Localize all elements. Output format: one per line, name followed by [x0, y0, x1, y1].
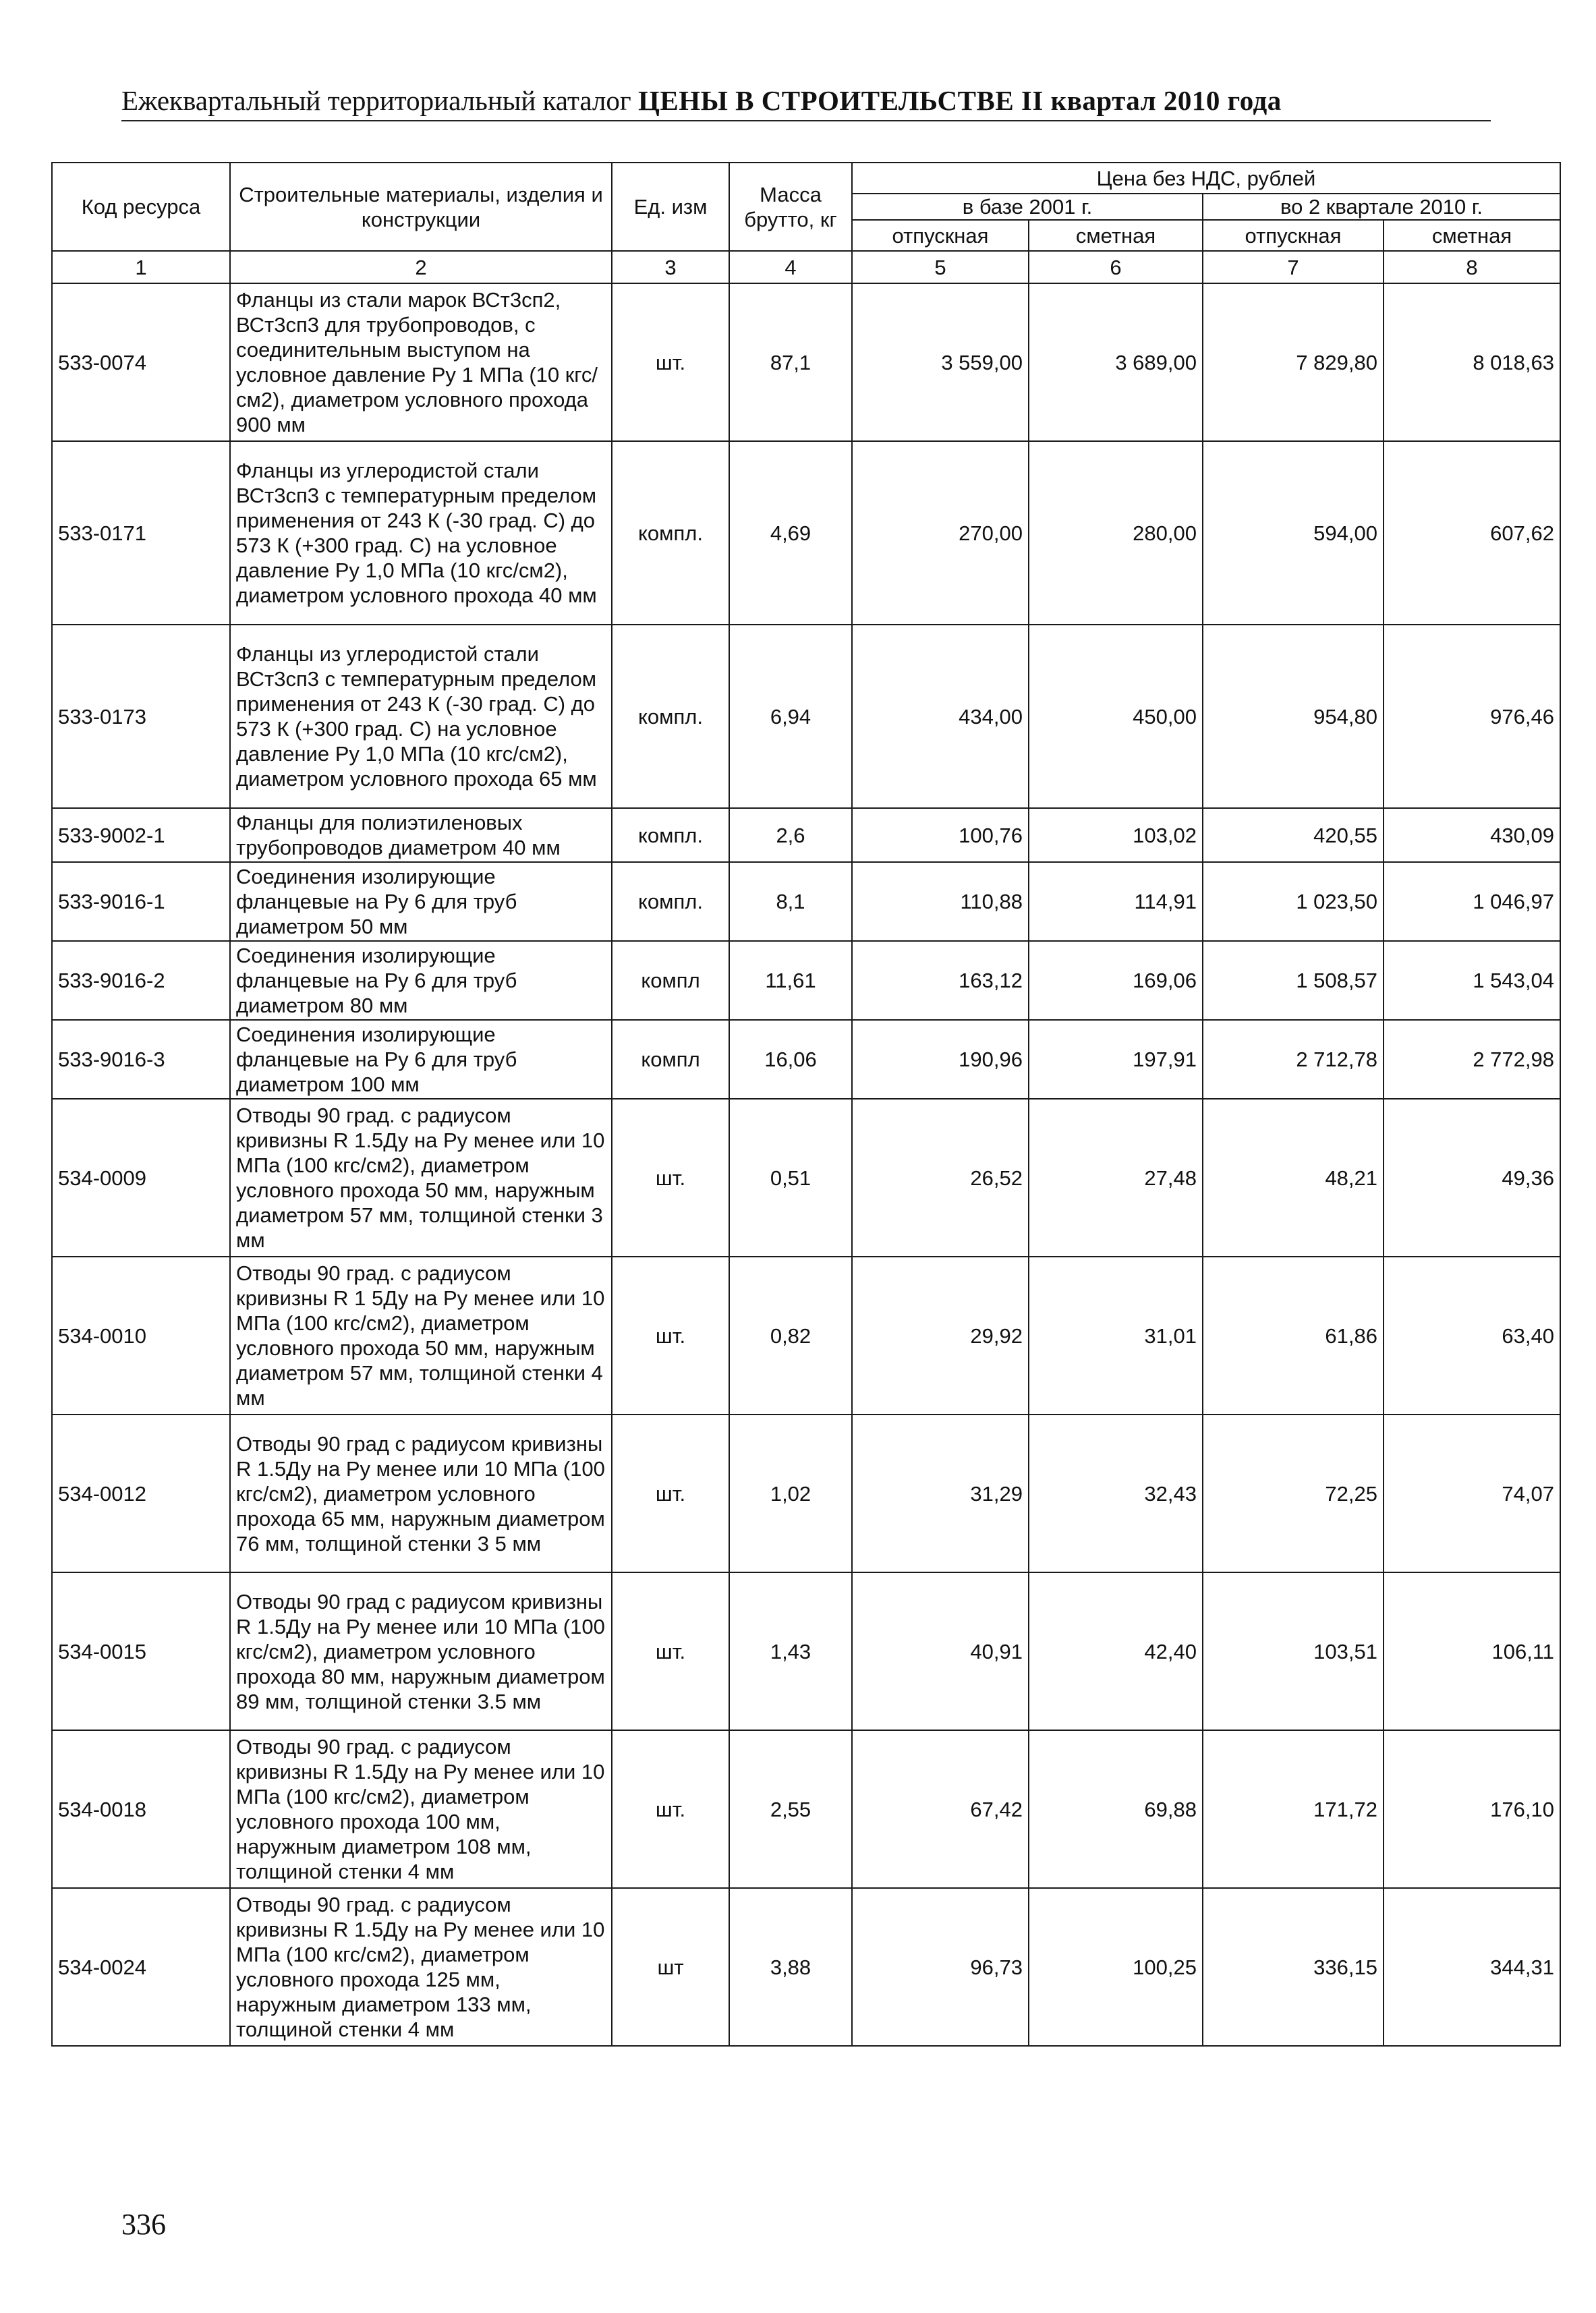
column-number: 5 [852, 251, 1029, 283]
page-number: 336 [121, 2208, 166, 2241]
table-row [52, 441, 1560, 625]
table-row [52, 941, 1560, 1020]
table-row [52, 625, 1560, 808]
base-estimate-price-cell: 100,25 [1029, 1888, 1203, 2046]
unit-cell: компл [612, 941, 729, 1020]
current-estimate-price-cell: 976,46 [1384, 625, 1560, 808]
base-sell-price-cell: 67,42 [852, 1730, 1029, 1888]
current-estimate-price-cell: 106,11 [1384, 1572, 1560, 1730]
current-sell-price-cell: 1 023,50 [1203, 862, 1384, 941]
mass-cell: 2,55 [729, 1730, 852, 1888]
current-sell-price-cell: 420,55 [1203, 808, 1384, 862]
header-unit: Ед. изм [612, 163, 729, 251]
unit-cell: шт. [612, 1572, 729, 1730]
base-estimate-price-cell: 32,43 [1029, 1415, 1203, 1572]
current-sell-price-cell: 61,86 [1203, 1257, 1384, 1415]
resource-code-cell: 533-9016-1 [52, 862, 230, 941]
current-estimate-price-cell: 49,36 [1384, 1099, 1560, 1257]
base-estimate-price-cell: 169,06 [1029, 941, 1203, 1020]
resource-code-cell: 533-9016-3 [52, 1020, 230, 1099]
table-row [52, 1099, 1560, 1257]
base-estimate-price-cell: 27,48 [1029, 1099, 1203, 1257]
header-base-estimate: сметная [1029, 220, 1203, 251]
material-name-cell: Отводы 90 град. с радиусом кривизны R 1 5Ду на Ру менее или 10 МПа (100 кгс/см2), диаметром условного прохода 50 мм, наружным диаметром 57 мм, толщиной стенки 4 мм [230, 1257, 612, 1415]
mass-cell: 1,02 [729, 1415, 852, 1572]
resource-code-cell: 534-0009 [52, 1099, 230, 1257]
current-estimate-price-cell: 74,07 [1384, 1415, 1560, 1572]
material-name-cell: Отводы 90 град. с радиусом кривизны R 1.5Ду на Ру менее или 10 МПа (100 кгс/см2), диаметром условного прохода 50 мм, наружным диаметром 57 мм, толщиной стенки 3 мм [230, 1099, 612, 1257]
table-row [52, 1730, 1560, 1888]
resource-code-cell: 533-0173 [52, 625, 230, 808]
column-number: 6 [1029, 251, 1203, 283]
material-name-cell: Соединения изолирующие фланцевые на Ру 6 для труб диаметром 100 мм [230, 1020, 612, 1099]
header-q2-2010: во 2 квартале 2010 г. [1203, 194, 1560, 220]
unit-cell: компл [612, 1020, 729, 1099]
table-row [52, 1888, 1560, 2046]
mass-cell: 8,1 [729, 862, 852, 941]
base-estimate-price-cell: 42,40 [1029, 1572, 1203, 1730]
table-row [52, 862, 1560, 941]
unit-cell: шт. [612, 1415, 729, 1572]
base-estimate-price-cell: 114,91 [1029, 862, 1203, 941]
base-estimate-price-cell: 450,00 [1029, 625, 1203, 808]
base-sell-price-cell: 100,76 [852, 808, 1029, 862]
current-sell-price-cell: 48,21 [1203, 1099, 1384, 1257]
resource-code-cell: 533-0171 [52, 441, 230, 625]
current-sell-price-cell: 103,51 [1203, 1572, 1384, 1730]
mass-cell: 4,69 [729, 441, 852, 625]
header-base-sell: отпускная [852, 220, 1029, 251]
unit-cell: шт [612, 1888, 729, 2046]
unit-cell: шт. [612, 1730, 729, 1888]
current-sell-price-cell: 72,25 [1203, 1415, 1384, 1572]
resource-code-cell: 534-0018 [52, 1730, 230, 1888]
table-row [52, 1257, 1560, 1415]
mass-cell: 11,61 [729, 941, 852, 1020]
current-sell-price-cell: 594,00 [1203, 441, 1384, 625]
header-mass: Масса брутто, кг [729, 163, 852, 251]
column-number: 7 [1203, 251, 1384, 283]
table-row [52, 283, 1560, 441]
current-estimate-price-cell: 63,40 [1384, 1257, 1560, 1415]
column-number: 4 [729, 251, 852, 283]
mass-cell: 6,94 [729, 625, 852, 808]
mass-cell: 1,43 [729, 1572, 852, 1730]
header-name: Строительные материалы, изделия и конструкции [230, 163, 612, 251]
material-name-cell: Фланцы из углеродистой стали ВСт3сп3 с температурным пределом применения от 243 К (-30 град. С) до 573 К (+300 град. С) на условное давление Ру 1,0 МПа (10 кгс/см2), диаметром условного прохода 65 мм [230, 625, 612, 808]
mass-cell: 3,88 [729, 1888, 852, 2046]
current-estimate-price-cell: 1 543,04 [1384, 941, 1560, 1020]
base-estimate-price-cell: 31,01 [1029, 1257, 1203, 1415]
material-name-cell: Отводы 90 град с радиусом кривизны R 1.5Ду на Ру менее или 10 МПа (100 кгс/см2), диаметром условного прохода 80 мм, наружным диаметром 89 мм, толщиной стенки 3.5 мм [230, 1572, 612, 1730]
table-row [52, 1572, 1560, 1730]
price-table [51, 162, 1561, 2047]
current-sell-price-cell: 1 508,57 [1203, 941, 1384, 1020]
base-estimate-price-cell: 280,00 [1029, 441, 1203, 625]
current-sell-price-cell: 7 829,80 [1203, 283, 1384, 441]
page-header [121, 84, 1491, 121]
header-price-group: Цена без НДС, рублей [852, 163, 1560, 194]
unit-cell: компл. [612, 441, 729, 625]
material-name-cell: Соединения изолирующие фланцевые на Ру 6 для труб диаметром 80 мм [230, 941, 612, 1020]
resource-code-cell: 534-0012 [52, 1415, 230, 1572]
base-sell-price-cell: 110,88 [852, 862, 1029, 941]
current-sell-price-cell: 2 712,78 [1203, 1020, 1384, 1099]
unit-cell: шт. [612, 1099, 729, 1257]
material-name-cell: Отводы 90 град. с радиусом кривизны R 1.5Ду на Ру менее или 10 МПа (100 кгс/см2), диаметром условного прохода 100 мм, наружным диаметром 108 мм, толщиной стенки 4 мм [230, 1730, 612, 1888]
column-number: 3 [612, 251, 729, 283]
column-number: 1 [52, 251, 230, 283]
header-cur-sell: отпускная [1203, 220, 1384, 251]
current-estimate-price-cell: 344,31 [1384, 1888, 1560, 2046]
base-sell-price-cell: 26,52 [852, 1099, 1029, 1257]
base-sell-price-cell: 31,29 [852, 1415, 1029, 1572]
column-number: 8 [1384, 251, 1560, 283]
table-body [52, 283, 1560, 2046]
header-title: ЦЕНЫ В СТРОИТЕЛЬСТВЕ II квартал 2010 года [637, 85, 1282, 116]
base-sell-price-cell: 3 559,00 [852, 283, 1029, 441]
unit-cell: компл. [612, 625, 729, 808]
base-sell-price-cell: 434,00 [852, 625, 1029, 808]
current-estimate-price-cell: 8 018,63 [1384, 283, 1560, 441]
current-sell-price-cell: 336,15 [1203, 1888, 1384, 2046]
header-base-2001: в базе 2001 г. [852, 194, 1203, 220]
unit-cell: шт. [612, 1257, 729, 1415]
current-sell-price-cell: 954,80 [1203, 625, 1384, 808]
resource-code-cell: 533-0074 [52, 283, 230, 441]
table-row [52, 1415, 1560, 1572]
column-numbers-row [52, 251, 1560, 283]
header-code: Код ресурса [52, 163, 230, 251]
resource-code-cell: 533-9016-2 [52, 941, 230, 1020]
material-name-cell: Фланцы из стали марок ВСт3сп2, ВСт3сп3 для трубопроводов, с соединительным выступом на условное давление Ру 1 МПа (10 кгс/см2), диаметром условного прохода 900 мм [230, 283, 612, 441]
resource-code-cell: 534-0015 [52, 1572, 230, 1730]
base-sell-price-cell: 40,91 [852, 1572, 1029, 1730]
material-name-cell: Отводы 90 град. с радиусом кривизны R 1.5Ду на Ру менее или 10 МПа (100 кгс/см2), диаметром условного прохода 125 мм, наружным диаметром 133 мм, толщиной стенки 4 мм [230, 1888, 612, 2046]
mass-cell: 0,51 [729, 1099, 852, 1257]
material-name-cell: Фланцы для полиэтиленовых трубопроводов диаметром 40 мм [230, 808, 612, 862]
mass-cell: 16,06 [729, 1020, 852, 1099]
column-number: 2 [230, 251, 612, 283]
material-name-cell: Отводы 90 град с радиусом кривизны R 1.5Ду на Ру менее или 10 МПа (100 кгс/см2), диаметром условного прохода 65 мм, наружным диаметром 76 мм, толщиной стенки 3 5 мм [230, 1415, 612, 1572]
resource-code-cell: 533-9002-1 [52, 808, 230, 862]
base-sell-price-cell: 96,73 [852, 1888, 1029, 2046]
base-sell-price-cell: 190,96 [852, 1020, 1029, 1099]
mass-cell: 0,82 [729, 1257, 852, 1415]
current-estimate-price-cell: 2 772,98 [1384, 1020, 1560, 1099]
current-estimate-price-cell: 607,62 [1384, 441, 1560, 625]
current-sell-price-cell: 171,72 [1203, 1730, 1384, 1888]
base-sell-price-cell: 270,00 [852, 441, 1029, 625]
material-name-cell: Фланцы из углеродистой стали ВСт3сп3 с температурным пределом применения от 243 К (-30 град. С) до 573 К (+300 град. С) на условное давление Ру 1,0 МПа (10 кгс/см2), диаметром условного прохода 40 мм [230, 441, 612, 625]
base-estimate-price-cell: 69,88 [1029, 1730, 1203, 1888]
current-estimate-price-cell: 176,10 [1384, 1730, 1560, 1888]
mass-cell: 2,6 [729, 808, 852, 862]
unit-cell: компл. [612, 808, 729, 862]
header-prefix: Ежеквартальный территориальный каталог [121, 85, 631, 116]
current-estimate-price-cell: 430,09 [1384, 808, 1560, 862]
unit-cell: компл. [612, 862, 729, 941]
material-name-cell: Соединения изолирующие фланцевые на Ру 6 для труб диаметром 50 мм [230, 862, 612, 941]
table-row [52, 1020, 1560, 1099]
resource-code-cell: 534-0024 [52, 1888, 230, 2046]
base-estimate-price-cell: 103,02 [1029, 808, 1203, 862]
base-estimate-price-cell: 197,91 [1029, 1020, 1203, 1099]
unit-cell: шт. [612, 283, 729, 441]
header-cur-estimate: сметная [1384, 220, 1560, 251]
base-sell-price-cell: 163,12 [852, 941, 1029, 1020]
base-estimate-price-cell: 3 689,00 [1029, 283, 1203, 441]
resource-code-cell: 534-0010 [52, 1257, 230, 1415]
mass-cell: 87,1 [729, 283, 852, 441]
current-estimate-price-cell: 1 046,97 [1384, 862, 1560, 941]
table-row [52, 808, 1560, 862]
base-sell-price-cell: 29,92 [852, 1257, 1029, 1415]
